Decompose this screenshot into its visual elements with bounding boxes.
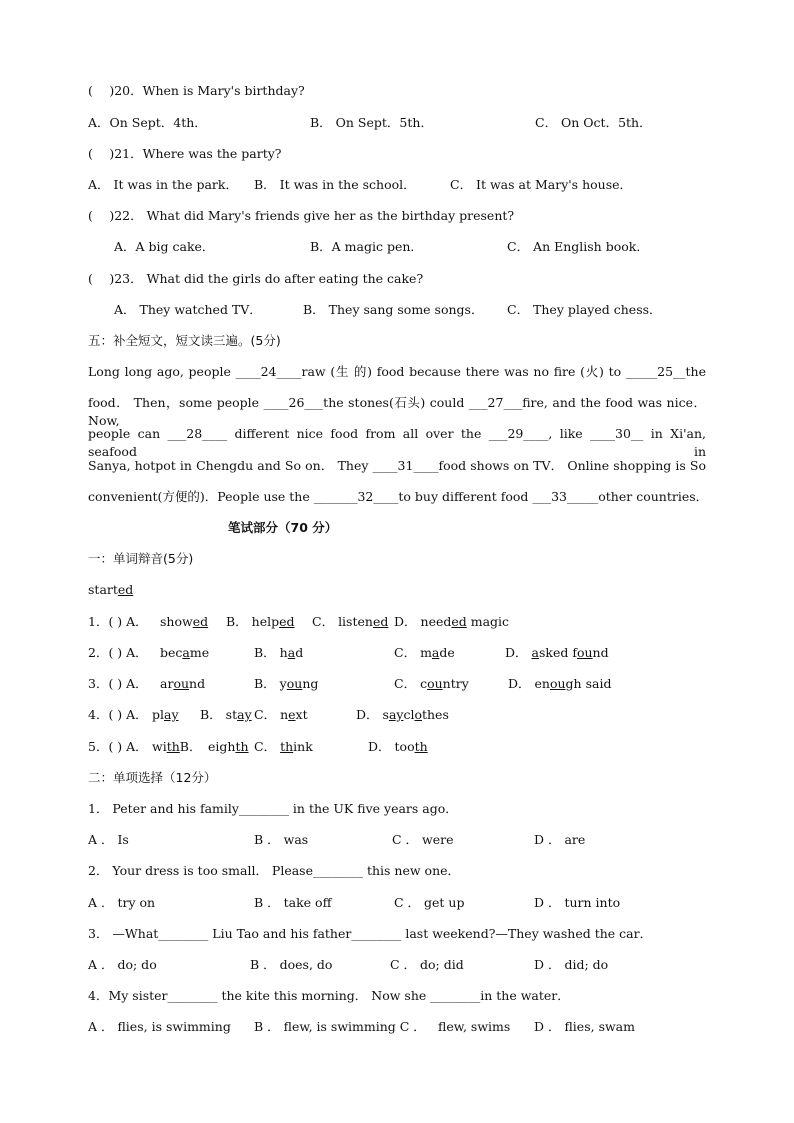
choice-q2-c: C ． get up [394,895,465,910]
phonics-heading: 一：单词辩音(5分) [88,551,194,566]
phonics-item-1 [88,613,706,631]
item-4-number: 4．( ) A． [88,707,148,722]
example-word-underlined: ed [117,582,134,597]
question-23-stem: ( )23． What did the girls do after eating the cake? [88,271,424,286]
choice-q3-b: B ． does, do [250,957,333,972]
item-5-option-d: D． tooth [368,739,428,754]
item-3-number: 3．( ) A． [88,676,148,691]
question-21-stem: ( )21．Where was the party? [88,146,282,161]
choice-q4-stem: 4．My sister________ the kite this morning． Now she ________in the water． [88,988,570,1003]
item-5-option-b: eighth [208,739,249,754]
choice-q1-options [88,831,706,849]
cloze-heading: 五：补全短文，短文读三遍。(5分) [88,333,281,348]
cloze-line-2: food． Then，some people ____26___the stones(石头) could ___27___fire, and the food was nice． Now, [88,395,706,428]
q23-option-c: C． They played chess． [507,302,662,317]
q20-option-a: A．On Sept．4th． [88,115,207,130]
item-5-option-a: withB． [152,739,202,754]
phonics-item-5 [88,738,706,756]
choice-q4-d: D ． flies, swam [534,1019,635,1034]
item-3-option-b: B． young [254,676,319,691]
q20-option-c: C． On Oct．5th． [535,115,652,130]
q20-option-b: B． On Sept．5th． [310,115,433,130]
choice-q2-a: A ． try on [88,895,156,910]
choice-q1-c: C ． were [392,832,454,847]
choice-q4-b: B ． flew, is swimming C ． [254,1019,426,1034]
choice-q3-options [88,956,706,974]
choice-q1-b: B ． was [254,832,309,847]
choice-q2-stem: 2． Your dress is too small． Please________ this new one． [88,863,461,878]
q22-option-a: A．A big cake． [114,239,215,254]
choice-heading: 二：单项选择（12分） [88,770,217,785]
choice-q3-a: A ． do; do [88,957,157,972]
phonics-item-4 [88,706,706,724]
choice-q4-options [88,1018,706,1036]
q23-option-b: B． They sang some songs． [303,302,484,317]
written-section-title: 笔试部分（70 分） [228,520,338,535]
q21-option-b: B． It was in the school． [254,177,416,192]
item-3-option-d: D． enough said [508,676,612,691]
choice-q1-stem: 1． Peter and his family________ in the UK five years ago． [88,801,458,816]
item-1-option-a: showed [160,614,209,629]
q22-option-c: C． An English book． [507,239,649,254]
item-3-option-a: around [160,676,206,691]
item-1-option-c: C． listened [312,614,389,629]
cloze-line-1: Long long ago, people ____24____raw (生 的) food because there was no fire (火) to _____25__the [88,364,706,379]
item-1-option-d: D． needed magic [394,614,510,629]
q23-option-a: A． They watched TV． [114,302,262,317]
question-22-options [88,238,706,256]
choice-q4-c: flew, swims [438,1019,511,1034]
item-3-option-c: C． country [394,676,469,691]
item-5-option-c: C． think [254,739,313,754]
question-20-stem: ( )20．When is Mary's birthday? [88,83,305,98]
item-1-option-b: B． helped [226,614,295,629]
item-5-number: 5．( ) A． [88,739,148,754]
cloze-line-4: Sanya, hotpot in Chengdu and So on． They ____31____food shows on TV． Online shopping is So [88,458,706,473]
q22-option-b: B．A magic pen． [310,239,423,254]
cloze-line-5: convenient(方便的)．People use the _______32____to buy different food ___33_____other countries． [88,489,709,504]
item-2-number: 2．( ) A． [88,645,148,660]
item-1-number: 1．( ) A． [88,614,148,629]
question-23-options [88,301,706,319]
question-20-options [88,114,706,132]
item-4-option-a: play [152,707,179,722]
q21-option-c: C． It was at Mary's house． [450,177,633,192]
question-21-options [88,176,706,194]
cloze-line-3: people can ___28____ different nice food from all over the ___29____, like ____30__ in Xi'an, seafood in [88,426,706,459]
item-2-option-b: B． had [254,645,304,660]
choice-q3-stem: 3． —What________ Liu Tao and his father________ last weekend?—They washed the car． [88,926,653,941]
q21-option-a: A． It was in the park． [88,177,238,192]
phonics-item-2 [88,644,706,662]
phonics-example [88,581,706,599]
choice-q3-c: C ． do; did [390,957,464,972]
item-2-option-d: D． asked found [505,645,609,660]
phonics-item-3 [88,675,706,693]
example-word-stem: start [88,582,118,597]
item-4-option-d: D． sayclothes [356,707,449,722]
item-2-option-c: C． made [394,645,455,660]
choice-q2-b: B ． take off [254,895,332,910]
choice-q1-a: A ． Is [88,832,129,847]
item-2-option-a: became [160,645,210,660]
item-4-option-c: C． next [254,707,308,722]
choice-q2-d: D ． turn into [534,895,621,910]
item-4-option-b: B． stay [200,707,252,722]
choice-q1-d: D ． are [534,832,586,847]
choice-q2-options [88,894,706,912]
question-22-stem: ( )22． What did Mary's friends give her as the birthday present? [88,208,515,223]
choice-q4-a: A ． flies, is swimming [88,1019,231,1034]
choice-q3-d: D ． did; do [534,957,609,972]
